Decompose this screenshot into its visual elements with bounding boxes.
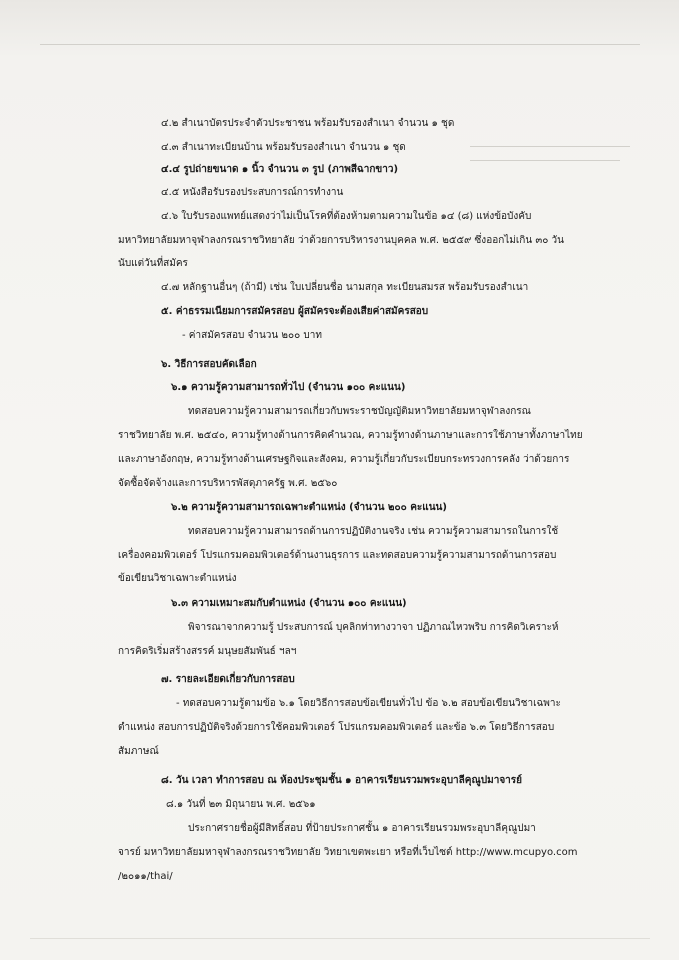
doc-line-6-2-c: ข้อเขียนวิชาเฉพาะตำแหน่ง xyxy=(118,573,237,584)
subsection-6-2-heading: ๖.๒ ความรู้ความสามารถเฉพาะตำแหน่ง (จำนวน ๒๐๐ คะแนน) xyxy=(171,502,447,513)
bleed-through-line xyxy=(470,160,620,161)
doc-line-7-c: สัมภาษณ์ xyxy=(118,746,159,757)
section-7-heading: ๗. รายละเอียดเกี่ยวกับการสอบ xyxy=(161,674,295,685)
doc-line-6-1-b: ราชวิทยาลัย พ.ศ. ๒๕๔๐, ความรู้ทางด้านการคิดคำนวณ, ความรู้ทางด้านภาษาและการใช้ภาษาทั้งภาษาไทย xyxy=(118,430,583,441)
page-edge-shadow xyxy=(30,938,650,939)
doc-line-4-3: ๔.๓ สำเนาทะเบียนบ้าน พร้อมรับรองสำเนา จำนวน ๑ ชุด xyxy=(161,142,406,153)
doc-line-8-1: ๘.๑ วันที่ ๒๓ มิถุนายน พ.ศ. ๒๕๖๑ xyxy=(166,799,316,810)
subsection-6-3-heading: ๖.๓ ความเหมาะสมกับตำแหน่ง (จำนวน ๑๐๐ คะแนน) xyxy=(171,598,407,609)
doc-line-8-1-b: จารย์ มหาวิทยาลัยมหาจุฬาลงกรณราชวิทยาลัย วิทยาเขตพะเยา หรือที่เว็บไซต์ http://www.mcupyo.com xyxy=(118,847,578,858)
section-5-heading: ๕. ค่าธรรมเนียมการสมัครสอบ ผู้สมัครจะต้องเสียค่าสมัครสอบ xyxy=(161,306,429,317)
doc-line-4-2: ๔.๒ สำเนาบัตรประจำตัวประชาชน พร้อมรับรองสำเนา จำนวน ๑ ชุด xyxy=(161,118,455,129)
subsection-6-1-heading: ๖.๑ ความรู้ความสามารถทั่วไป (จำนวน ๑๐๐ คะแนน) xyxy=(171,382,406,393)
doc-line-4-7: ๔.๗ หลักฐานอื่นๆ (ถ้ามี) เช่น ใบเปลี่ยนชื่อ นามสกุล ทะเบียนสมรส พร้อมรับรองสำเนา xyxy=(161,282,529,293)
doc-line-4-4: ๔.๔ รูปถ่ายขนาด ๑ นิ้ว จำนวน ๓ รูป (ภาพสีฉากขาว) xyxy=(161,164,399,175)
doc-line-4-6: ๔.๖ ใบรับรองแพทย์แสดงว่าไม่เป็นโรคที่ต้องห้ามตามความในข้อ ๑๔ (๘) แห่งข้อบังคับ xyxy=(161,211,532,222)
doc-line-6-1-a: ทดสอบความรู้ความสามารถเกี่ยวกับพระราชบัญญัติมหาวิทยาลัยมหาจุฬาลงกรณ xyxy=(188,406,531,417)
section-6-heading: ๖. วิธีการสอบคัดเลือก xyxy=(161,359,257,370)
bleed-through-line xyxy=(470,146,630,147)
doc-line-fee: - ค่าสมัครสอบ จำนวน ๒๐๐ บาท xyxy=(182,330,322,341)
doc-line-6-2-a: ทดสอบความรู้ความสามารถด้านการปฏิบัติงานจริง เช่น ความรู้ความสามารถในการใช้ xyxy=(188,526,559,537)
doc-line-8-1-c: /๒๐๑๑/thai/ xyxy=(118,871,173,882)
doc-line-8-1-a: ประกาศรายชื่อผู้มีสิทธิ์สอบ ที่ป้ายประกาศชั้น ๑ อาคารเรียนรวมพระอุบาลีคุณูปมา xyxy=(188,823,536,834)
doc-line-6-2-b: เครื่องคอมพิวเตอร์ โปรแกรมคอมพิวเตอร์ด้านงานธุรการ และทดสอบความรู้ความสามารถด้านการสอบ xyxy=(118,550,557,561)
doc-line-4-6-end: นับแต่วันที่สมัคร xyxy=(118,258,188,269)
doc-line-4-5: ๔.๕ หนังสือรับรองประสบการณ์การทำงาน xyxy=(161,187,344,198)
doc-line-7-a: - ทดสอบความรู้ตามข้อ ๖.๑ โดยวิธีการสอบข้อเขียนทั่วไป ข้อ ๖.๒ สอบข้อเขียนวิชาเฉพาะ xyxy=(176,698,561,709)
doc-line-6-3-a: พิจารณาจากความรู้ ประสบการณ์ บุคลิกท่าทางวาจา ปฏิภาณไหวพริบ การคิดวิเคราะห์ xyxy=(188,622,559,633)
bleed-through-line xyxy=(40,44,640,45)
doc-line-6-3-b: การคิดริเริ่มสร้างสรรค์ มนุษยสัมพันธ์ ฯลฯ xyxy=(118,646,297,657)
doc-line-6-1-c: และภาษาอังกฤษ, ความรู้ทางด้านเศรษฐกิจและสังคม, ความรู้เกี่ยวกับระเบียบกระทรวงการคลัง ว่าด้วยการ xyxy=(118,454,570,465)
doc-line-6-1-d: จัดซื้อจัดจ้างและการบริหารพัสดุภาครัฐ พ.ศ. ๒๕๖๐ xyxy=(118,478,338,489)
doc-line-7-b: ตำแหน่ง สอบการปฏิบัติจริงด้วยการใช้คอมพิวเตอร์ โปรแกรมคอมพิวเตอร์ และข้อ ๖.๓ โดยวิธีการสอบ xyxy=(118,722,555,733)
section-8-heading: ๘. วัน เวลา ทำการสอบ ณ ห้องประชุมชั้น ๑ อาคารเรียนรวมพระอุบาลีคุณูปมาจารย์ xyxy=(161,775,523,786)
doc-line-4-6-cont: มหาวิทยาลัยมหาจุฬาลงกรณราชวิทยาลัย ว่าด้วยการบริหารงานบุคคล พ.ศ. ๒๕๕๙ ซึ่งออกไม่เกิน ๓๐ วัน xyxy=(118,235,564,246)
